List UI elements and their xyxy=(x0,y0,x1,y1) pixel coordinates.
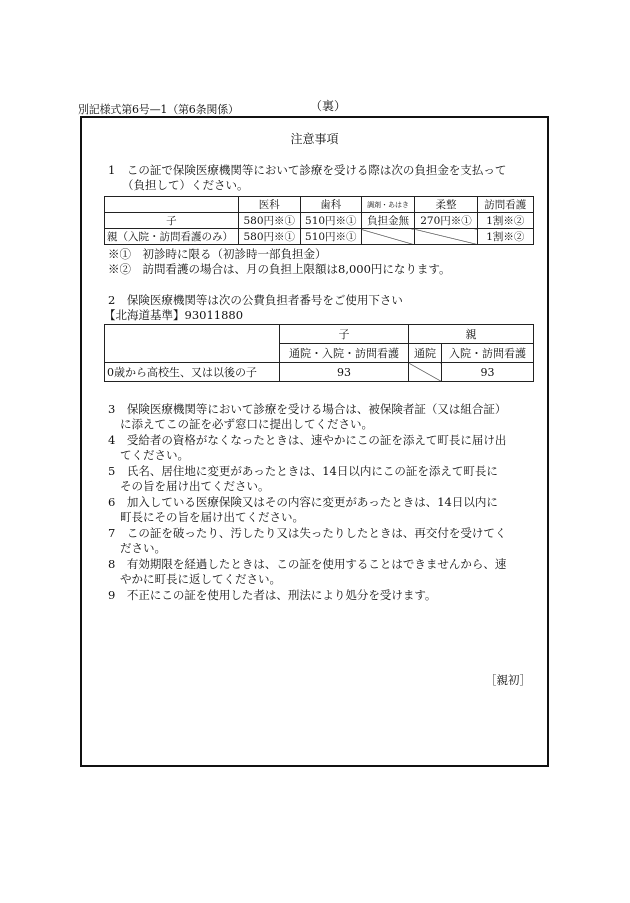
table-cell: 510円※① xyxy=(300,213,361,229)
note-2: ※② 訪問看護の場合は、月の負担上限額は8,000円になります。 xyxy=(108,262,451,276)
table-header-cell: 親 xyxy=(409,325,534,344)
section1-line1: 1 この証で保険医療機関等において診療を受ける際は次の負担金を支払って xyxy=(108,163,507,177)
list-item-line: に添えてこの証を必ず窓口に提出してください。 xyxy=(120,417,373,432)
table-row xyxy=(105,325,534,344)
table-cell: 子 xyxy=(105,213,239,229)
table-cell: 親（入院・訪問看護のみ） xyxy=(105,229,239,245)
page-title: 注意事項 xyxy=(290,132,339,146)
table-row xyxy=(105,197,534,213)
list-item-line: やかに町長に返してください。 xyxy=(120,572,281,587)
list-item xyxy=(108,526,538,557)
note-1: ※① 初診時に限る（初診時一部負担金） xyxy=(108,247,327,261)
table-cell-diagonal xyxy=(409,363,442,382)
table-cell: 0歳から高校生、又は以後の子 xyxy=(105,363,280,382)
table-cell: 1割※② xyxy=(477,213,533,229)
list-item xyxy=(108,588,538,603)
burden-table xyxy=(104,196,534,245)
table-cell: 93 xyxy=(442,363,534,382)
reverse-side-label: （裏） xyxy=(310,99,347,113)
table-cell xyxy=(105,325,280,363)
table-header-cell: 訪問看護 xyxy=(477,197,533,213)
table-header-cell: 通院・入院・訪問看護 xyxy=(280,344,409,363)
notice-frame xyxy=(80,116,549,767)
table-cell: 270円※① xyxy=(415,213,477,229)
table-cell-diagonal xyxy=(415,229,477,245)
table-cell: 580円※① xyxy=(238,229,300,245)
table-cell: 510円※① xyxy=(300,229,361,245)
list-item xyxy=(108,402,538,433)
list-item-line: てください。 xyxy=(120,448,189,463)
signoff-mark: ［親初］ xyxy=(485,673,531,687)
list-item-line: ださい。 xyxy=(120,541,166,556)
form-number: 別記様式第6号—1（第6条関係） xyxy=(78,103,239,116)
list-item xyxy=(108,495,538,526)
list-item-line: 6 加入している医療保険又はその内容に変更があったときは、14日以内に xyxy=(108,495,498,509)
table-row xyxy=(105,229,534,245)
table-header-cell: 調剤・あはき xyxy=(361,197,415,213)
table-header-cell xyxy=(105,197,239,213)
section1-line2: （負担して）ください。 xyxy=(122,178,249,192)
list-item-line: 4 受給者の資格がなくなったときは、速やかにこの証を添えて町長に届け出 xyxy=(108,433,507,447)
table-cell: 1割※② xyxy=(477,229,533,245)
table-header-cell: 通院 xyxy=(409,344,442,363)
table-cell: 負担金無 xyxy=(361,213,415,229)
list-item-line: その旨を届け出てください。 xyxy=(120,479,270,494)
section2-line1: 2 保険医療機関等は次の公費負担者番号をご使用下さい xyxy=(108,293,403,307)
table-header-cell: 子 xyxy=(280,325,409,344)
public-burden-table xyxy=(104,324,534,382)
list-item-line: 町長にその旨を届け出てください。 xyxy=(120,510,304,525)
table-header-cell: 歯科 xyxy=(300,197,361,213)
list-item xyxy=(108,464,538,495)
list-item-line: 3 保険医療機関等において診療を受ける場合は、被保険者証（又は組合証） xyxy=(108,402,507,416)
table-row xyxy=(105,213,534,229)
table-header-cell: 医科 xyxy=(238,197,300,213)
list-item-line: 7 この証を破ったり、汚したり又は失ったりしたときは、再交付を受けてく xyxy=(108,526,507,540)
list-item-line: 8 有効期限を経過したときは、この証を使用することはできませんから、速 xyxy=(108,557,507,571)
table-cell-diagonal xyxy=(361,229,415,245)
table-header-cell: 入院・訪問看護 xyxy=(442,344,534,363)
list-item-line: 9 不正にこの証を使用した者は、刑法により処分を受けます。 xyxy=(108,588,437,602)
table-cell: 580円※① xyxy=(238,213,300,229)
list-item xyxy=(108,557,538,588)
list-item-line: 5 氏名、居住地に変更があったときは、14日以内にこの証を添えて町長に xyxy=(108,464,498,478)
section2-line2: 【北海道基準】93011880 xyxy=(104,308,244,322)
table-cell: 93 xyxy=(280,363,409,382)
list-item xyxy=(108,433,538,464)
table-row xyxy=(105,363,534,382)
table-header-cell: 柔整 xyxy=(415,197,477,213)
